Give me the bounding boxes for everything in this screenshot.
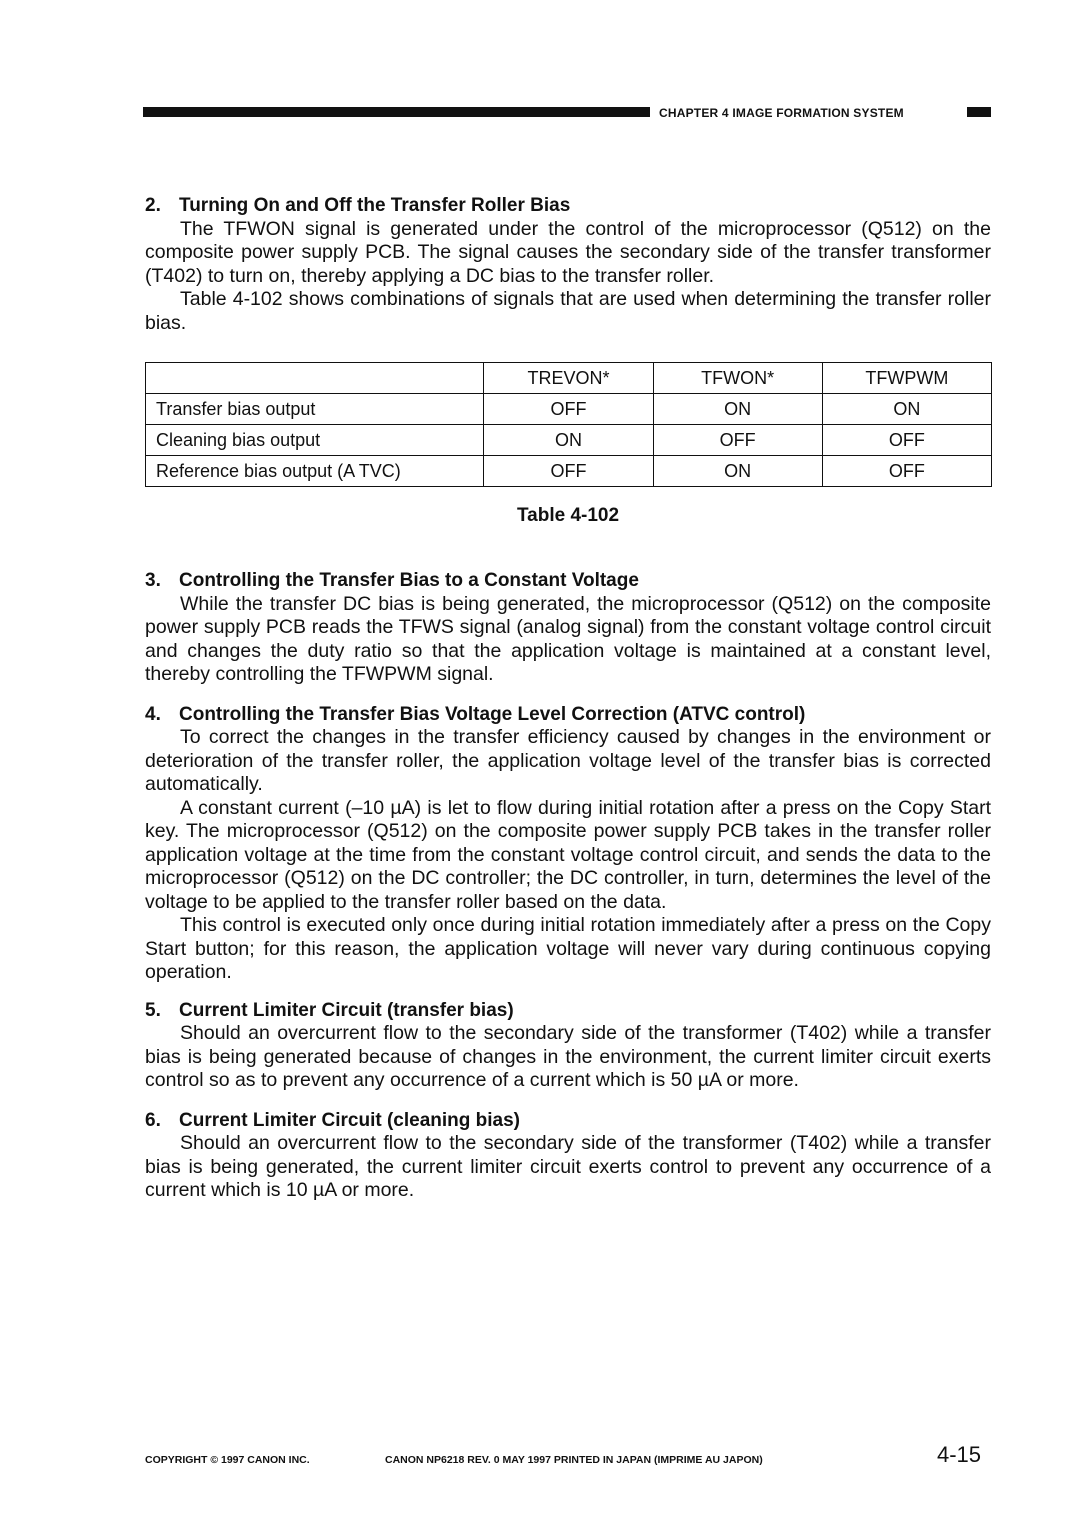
table-cell: OFF bbox=[484, 394, 653, 425]
page-number: 4-15 bbox=[937, 1442, 982, 1467]
section-title: Controlling the Transfer Bias to a Constant Voltage bbox=[179, 570, 639, 591]
page-body bbox=[145, 194, 991, 1203]
section-title: Current Limiter Circuit (transfer bias) bbox=[179, 999, 514, 1021]
table-cell: Reference bias output (A TVC) bbox=[146, 456, 484, 487]
section-heading bbox=[145, 194, 991, 218]
table-cell: OFF bbox=[653, 425, 822, 456]
header-rule bbox=[143, 107, 650, 117]
table-header-cell: TFWON* bbox=[653, 363, 822, 394]
chapter-header: CHAPTER 4 IMAGE FORMATION SYSTEM bbox=[659, 106, 904, 120]
table-row bbox=[146, 394, 992, 425]
section-number: 2. bbox=[145, 195, 161, 216]
table-cell: ON bbox=[484, 425, 653, 456]
table-cell: OFF bbox=[822, 456, 991, 487]
section-heading bbox=[145, 1109, 991, 1133]
section-title: Controlling the Transfer Bias Voltage Level Correction (ATVC control) bbox=[179, 703, 806, 725]
footer-copyright: COPYRIGHT © 1997 CANON INC. bbox=[145, 1454, 310, 1466]
paragraph: While the transfer DC bias is being generated, the microprocessor (Q512) on the composite power supply PCB reads the TFWS signal (analog signal) from the constant voltage control circuit and changes the duty ratio so that the application voltage is maintained at a constant level, thereby controlling the TFWPWM signal. bbox=[145, 592, 991, 685]
section-3 bbox=[145, 569, 991, 687]
paragraph: Should an overcurrent flow to the secondary side of the transformer (T402) while a transfer bias is being generated, the current limiter circuit exerts control to prevent any occurrence of a current which is 10 µA or more. bbox=[145, 1132, 991, 1201]
paragraph: Table 4-102 shows combinations of signals that are used when determining the transfer roller bias. bbox=[145, 288, 991, 334]
paragraph: This control is executed only once during initial rotation immediately after a press on the Copy Start button; for this reason, the application voltage will never vary during continuous copying operation. bbox=[145, 914, 991, 983]
table-row bbox=[146, 425, 992, 456]
section-4 bbox=[145, 703, 991, 985]
section-number: 6. bbox=[145, 1109, 161, 1131]
section-number: 3. bbox=[145, 570, 161, 591]
table-header-cell: TFWPWM bbox=[822, 363, 991, 394]
section-title: Turning On and Off the Transfer Roller Bias bbox=[179, 195, 571, 216]
table-row bbox=[146, 456, 992, 487]
section-heading bbox=[145, 569, 991, 593]
table-cell: OFF bbox=[484, 456, 653, 487]
table-cell: ON bbox=[653, 456, 822, 487]
table-header-cell: TREVON* bbox=[484, 363, 653, 394]
table-header-row bbox=[146, 363, 992, 394]
table-cell: Transfer bias output bbox=[146, 394, 484, 425]
signal-table bbox=[145, 362, 992, 487]
table-caption: Table 4-102 bbox=[516, 505, 620, 526]
section-heading bbox=[145, 703, 991, 727]
paragraph: The TFWON signal is generated under the control of the microprocessor (Q512) on the composite power supply PCB. The signal causes the secondary side of the transfer transformer (T402) to turn on, thereby applying a DC bias to the transfer roller. bbox=[145, 217, 991, 287]
section-heading bbox=[145, 999, 991, 1023]
table-cell: Cleaning bias output bbox=[146, 425, 484, 456]
section-5 bbox=[145, 999, 991, 1093]
section-number: 4. bbox=[145, 703, 161, 725]
table-cell: ON bbox=[822, 394, 991, 425]
section-2 bbox=[145, 194, 991, 335]
section-6 bbox=[145, 1109, 991, 1203]
table-cell: OFF bbox=[822, 425, 991, 456]
section-title: Current Limiter Circuit (cleaning bias) bbox=[179, 1109, 520, 1131]
header-end-block bbox=[967, 107, 991, 117]
table-cell: ON bbox=[653, 394, 822, 425]
paragraph: To correct the changes in the transfer efficiency caused by changes in the environment or deterioration of the transfer roller, the application voltage level of the transfer bias is corrected automatically. bbox=[145, 726, 991, 795]
section-number: 5. bbox=[145, 999, 161, 1021]
footer-print-info: CANON NP6218 REV. 0 MAY 1997 PRINTED IN JAPAN (IMPRIME AU JAPON) bbox=[385, 1454, 763, 1466]
paragraph: A constant current (–10 µA) is let to flow during initial rotation after a press on the Copy Start key. The microprocessor (Q512) on the composite power supply PCB takes in the transfer roller application voltage at the time from the constant voltage control circuit, and sends the data to the microprocessor (Q512) on the DC controller; the DC controller, in turn, determines the level of the voltage to be applied to the transfer roller based on the data. bbox=[145, 796, 991, 913]
table-header-cell bbox=[146, 363, 484, 394]
paragraph: Should an overcurrent flow to the secondary side of the transformer (T402) while a transfer bias is being generated because of changes in the environment, the current limiter circuit exerts control so as to prevent any occurrence of a current which is 50 µA or more. bbox=[145, 1022, 991, 1091]
